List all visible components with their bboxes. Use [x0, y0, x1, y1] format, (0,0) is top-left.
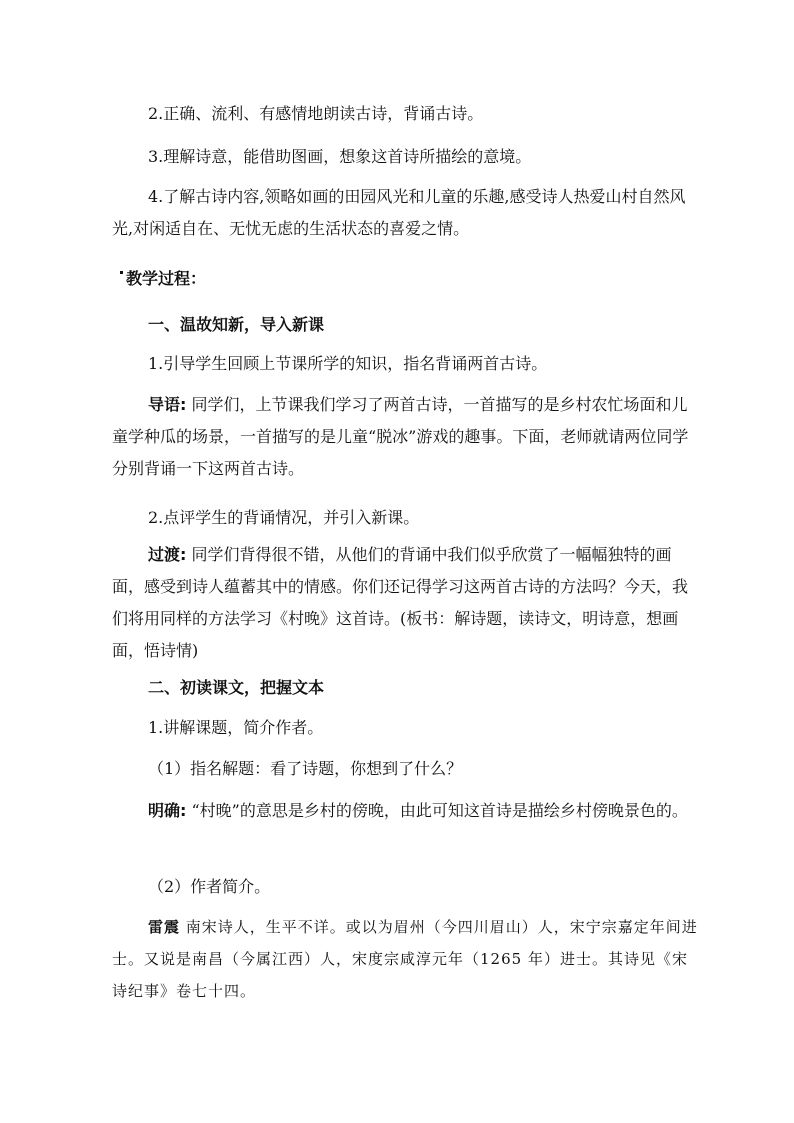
objective-4: 4.了解古诗内容,领略如画的田园风光和儿童的乐趣,感受诗人热爱山村自然风光,对闲适自在、无忧无虑的生活状态的喜爱之情。 [112, 187, 686, 238]
clarify-paragraph [112, 795, 702, 827]
author-label: 雷震 [148, 918, 181, 936]
transition-label: 过渡: [148, 545, 187, 564]
bullet-icon [120, 271, 123, 274]
clarify-text: “村晚”的意思是乡村的傍晚，由此可知这首诗是描绘乡村傍晚景色的。 [191, 801, 688, 820]
section2-title: 二、初读课文，把握文本 [148, 678, 325, 697]
process-title-text: 教学过程： [126, 269, 207, 288]
author-text: 南宋诗人，生平不详。或以为眉州（今四川眉山）人，宋宁宗嘉定年间进士。又说是南昌（今属江西）人，宋度宗咸淳元年（1265 年）进士。其诗见《宋诗纪事》卷七十四。 [112, 918, 698, 1000]
transition-text: 同学们背得很不错，从他们的背诵中我们似乎欣赏了一幅幅独特的画面，感受到诗人蕴蓄其中的情感。你们还记得学习这两首古诗的方法吗？今天，我们将用同样的方法学习《村晚》这首诗。(板书：解诗题，读诗文，明诗意，想画面，悟诗情) [112, 545, 689, 660]
section2-sub1: （1）指名解题：看了诗题，你想到了什么？ [148, 759, 463, 778]
clarify-label: 明确: [148, 801, 187, 820]
section1-step1: 1.引导学生回顾上节课所学的知识，指名背诵两首古诗。 [148, 354, 548, 373]
section2-sub2: （2）作者简介。 [148, 877, 271, 896]
process-title [120, 263, 710, 295]
section1-step2: 2.点评学生的背诵情况，并引入新课。 [148, 508, 420, 527]
objective-3: 3.理解诗意，能借助图画，想象这首诗所描绘的意境。 [148, 147, 532, 166]
objective-2: 2.正确、流利、有感情地朗读古诗，背诵古诗。 [148, 104, 484, 123]
section1-title: 一、温故知新，导入新课 [148, 315, 325, 334]
guide-label: 导语: [148, 395, 187, 414]
guide-paragraph [112, 389, 702, 485]
guide-text: 同学们，上节课我们学习了两首古诗，一首描写的是乡村农忙场面和儿童学种瓜的场景，一首描写的是儿童“脱冰”游戏的趣事。下面，老师就请两位同学分别背诵一下这两首古诗。 [112, 395, 689, 478]
section2-step1: 1.讲解课题，简介作者。 [148, 718, 324, 737]
transition-paragraph [112, 539, 702, 667]
author-paragraph [112, 911, 702, 1007]
